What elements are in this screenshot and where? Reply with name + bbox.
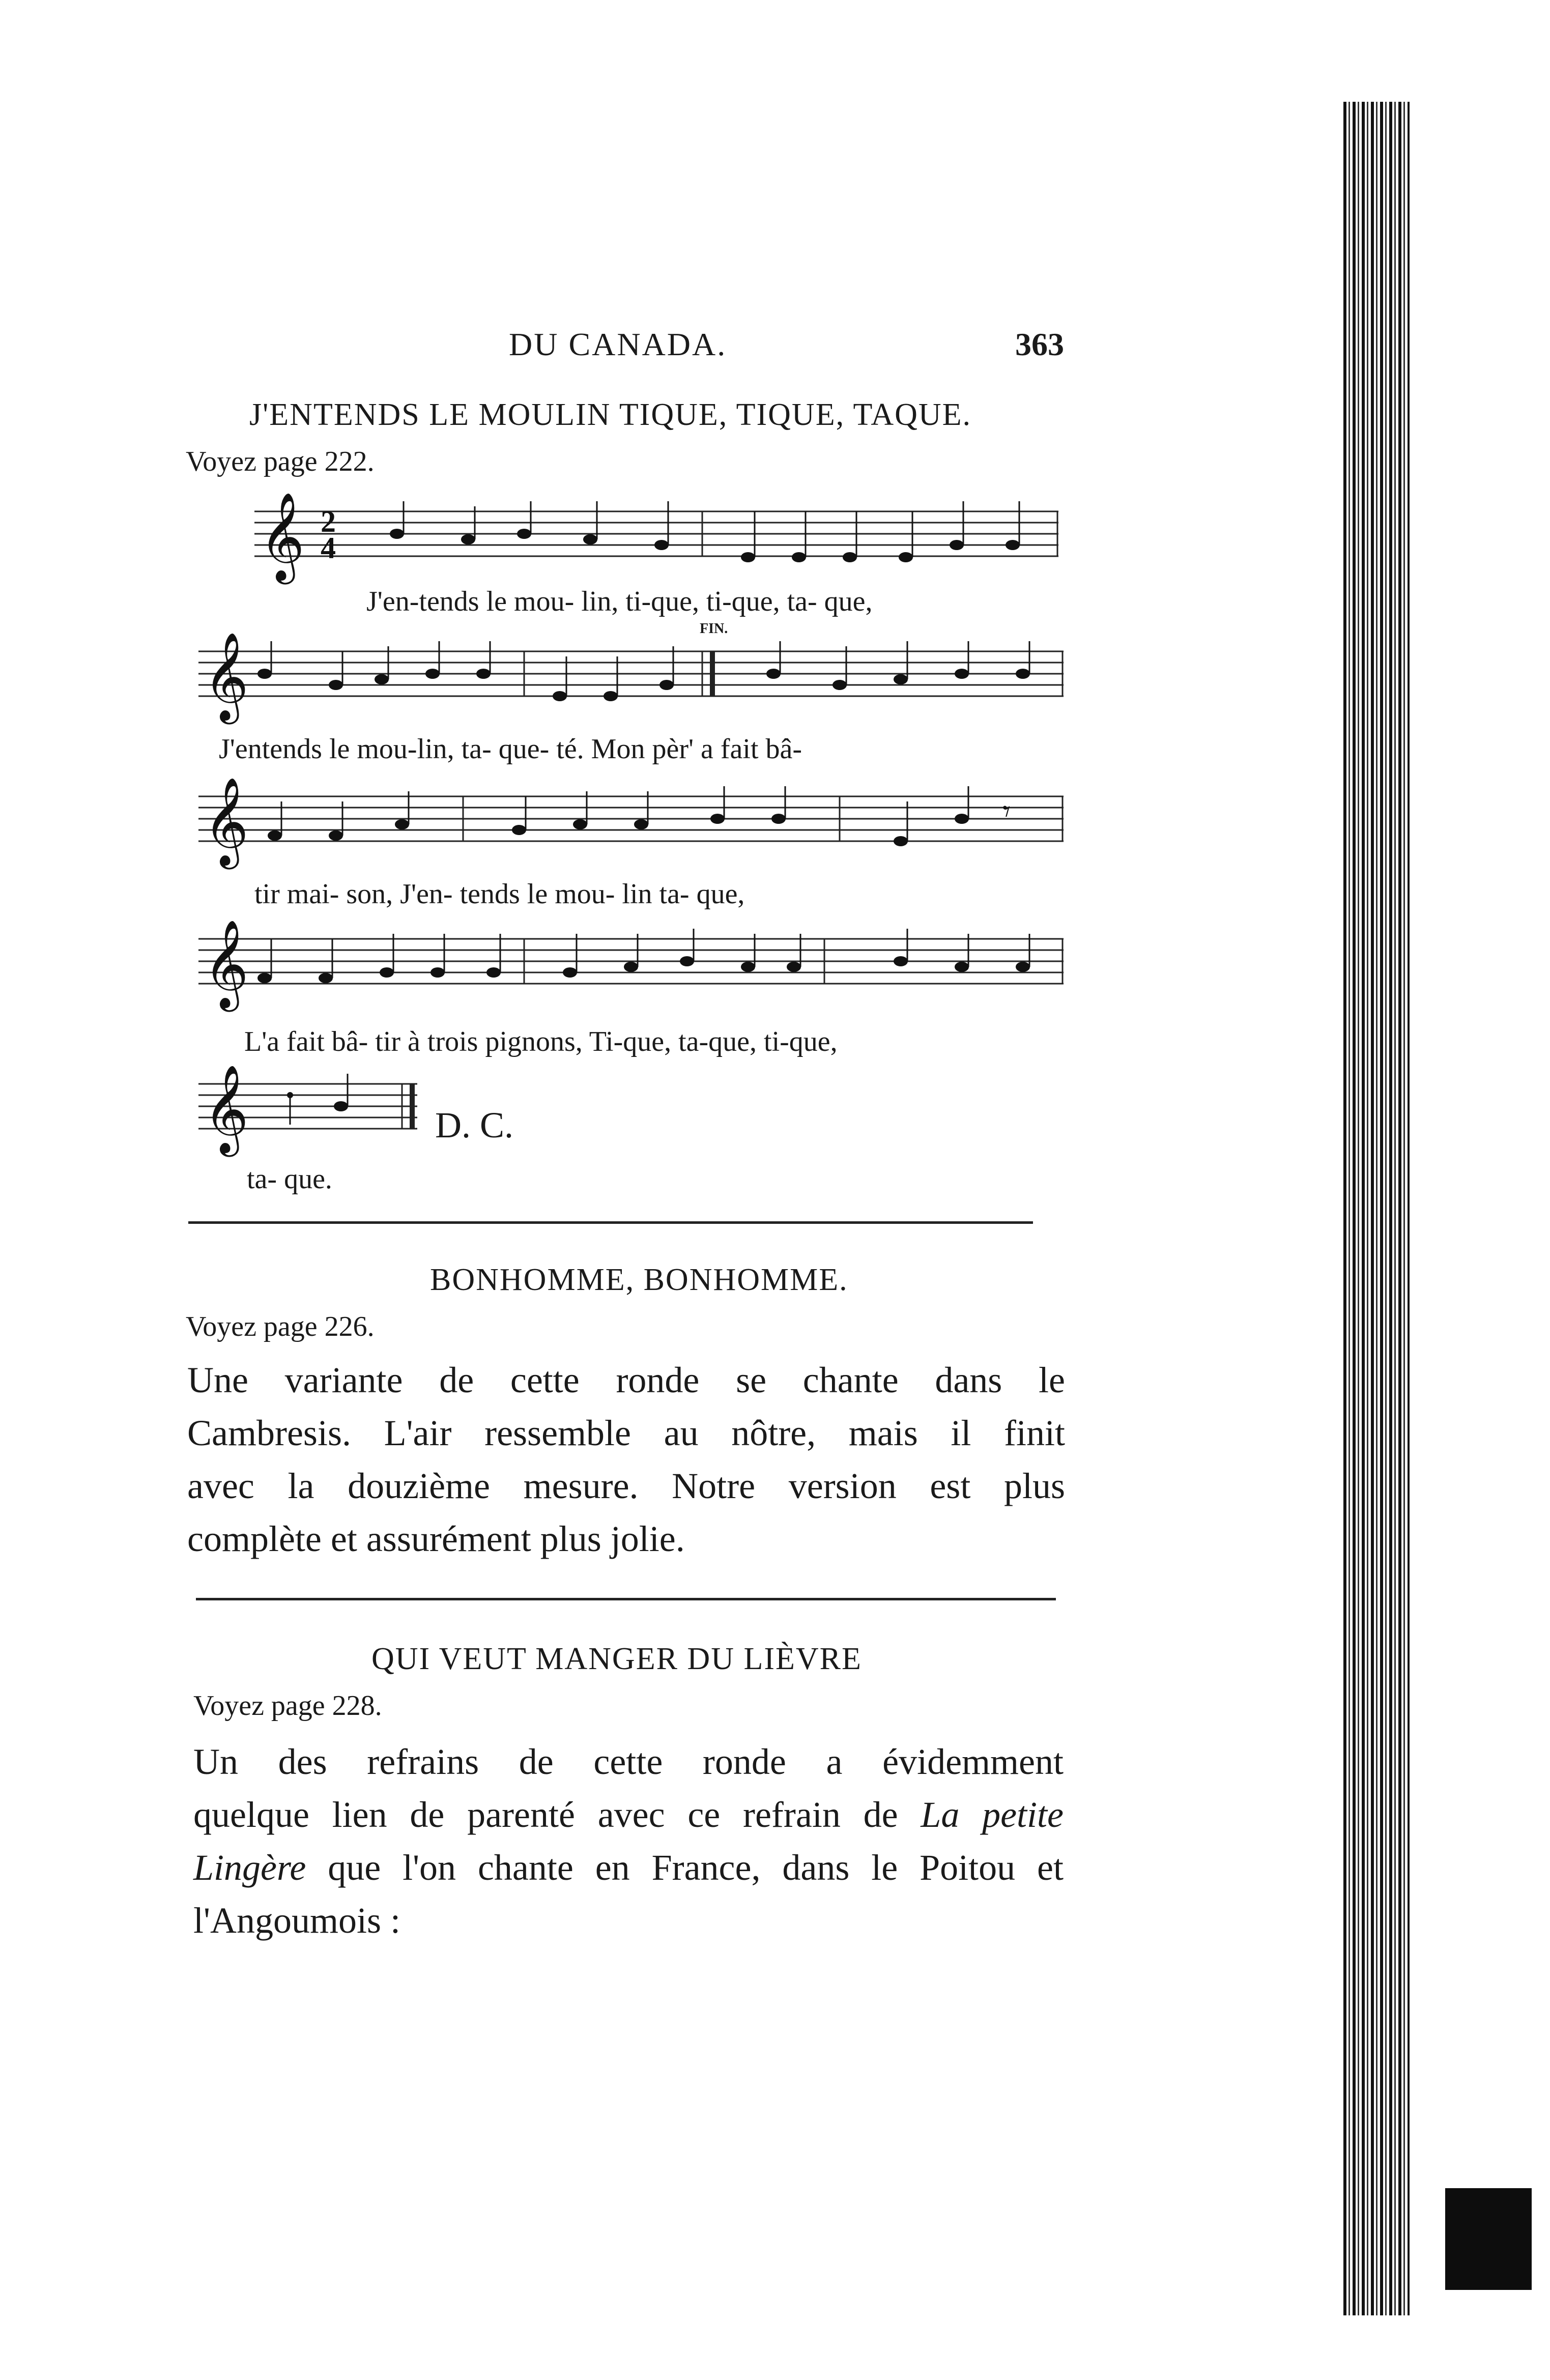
svg-text:𝄞: 𝄞 (204, 920, 249, 1008)
book-binding-edge (1343, 102, 1410, 2315)
page-number: 363 (1015, 326, 1064, 362)
da-capo-marker: D. C. (435, 1105, 514, 1145)
music-staff-1 (244, 492, 1064, 593)
scan-edge-block (1445, 2188, 1532, 2290)
svg-text:𝄞: 𝄞 (204, 1065, 249, 1153)
song-reference-lievre: Voyez page 228. (193, 1690, 382, 1722)
section-divider-2 (196, 1598, 1056, 1600)
svg-text:𝄞: 𝄞 (204, 632, 249, 721)
paragraph-bonhomme (187, 1354, 1065, 1565)
music-staff-3 (188, 777, 1069, 878)
paragraph-line: complète et assurément plus jolie. (187, 1518, 685, 1559)
time-signature-bottom: 4 (321, 531, 336, 565)
lyric-line-2: J'entends le mou-lin, ta- que- té. Mon pèr' a fait bâ- (219, 733, 802, 765)
time-signature-top: 2 (321, 505, 336, 538)
section-divider-1 (188, 1221, 1033, 1224)
paragraph-text: que l'on chante en France, dans le Poitou et (328, 1847, 1064, 1888)
song-title-lievre: QUI VEUT MANGER DU LIÈVRE (371, 1642, 862, 1676)
paragraph-lievre (193, 1735, 1064, 1947)
music-staff-5 (188, 1065, 433, 1165)
music-staff-2 (188, 632, 1069, 733)
music-staff-4 (188, 920, 1069, 1020)
paragraph-line: Un des refrains de cette ronde a évidemment (193, 1741, 1064, 1782)
paragraph-line-with-title (193, 1788, 1064, 1841)
lyric-line-3: tir mai- son, J'en- tends le mou- lin ta- que, (254, 878, 745, 910)
song-reference-bonhomme: Voyez page 226. (186, 1311, 375, 1342)
lyric-line-4: L'a fait bâ- tir à trois pignons, Ti-que, ta-que, ti-que, (244, 1026, 838, 1057)
paragraph-line: Une variante de cette ronde se chante dans le (187, 1360, 1065, 1400)
svg-text:𝄞: 𝄞 (260, 492, 305, 581)
song-title-italic: Lingère (193, 1847, 306, 1888)
lyric-line-5: ta- que. (247, 1163, 332, 1195)
paragraph-line-with-title (193, 1841, 1064, 1894)
svg-text:𝄾: 𝄾 (1002, 795, 1011, 828)
song-title-italic: La petite (921, 1794, 1064, 1835)
paragraph-line: Cambresis. L'air ressemble au nôtre, mais il finit (187, 1413, 1065, 1453)
paragraph-text: quelque lien de parenté avec ce refrain de (193, 1794, 898, 1835)
paragraph-line: l'Angoumois : (193, 1900, 401, 1941)
song-title-bonhomme: BONHOMME, BONHOMME. (430, 1263, 848, 1297)
svg-text:𝄞: 𝄞 (204, 777, 249, 866)
fin-marker: FIN. (700, 621, 728, 637)
page-header (0, 326, 1550, 371)
lyric-line-1: J'en-tends le mou- lin, ti-que, ti-que, ta- que, (366, 586, 873, 617)
song-title-moulin: J'ENTENDS LE MOULIN TIQUE, TIQUE, TAQUE. (249, 397, 972, 432)
paragraph-line: avec la douzième mesure. Notre version est plus (187, 1466, 1065, 1506)
song-reference-moulin: Voyez page 222. (186, 446, 375, 477)
running-title: DU CANADA. (509, 326, 727, 362)
